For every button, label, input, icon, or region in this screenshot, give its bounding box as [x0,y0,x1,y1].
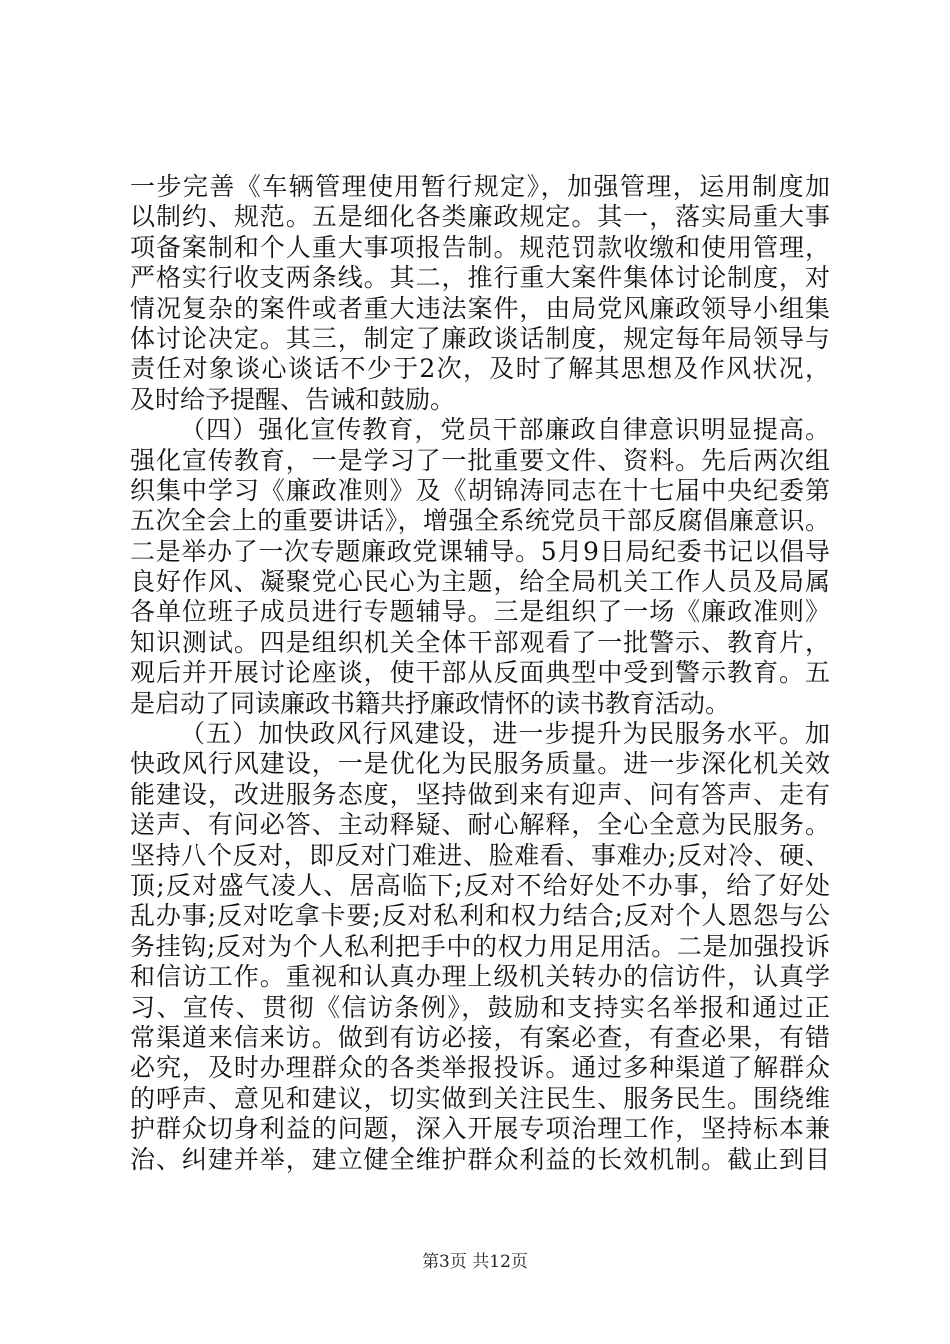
text-line: 以制约、规范。五是细化各类廉政规定。其一，落实局重大事 [130,202,830,232]
text-line: 务挂钩;反对为个人私利把手中的权力用足用活。二是加强投诉 [130,931,830,961]
text-line: 必究，及时办理群众的各类举报投诉。通过多种渠道了解群众 [130,1053,830,1083]
text-line: 的呼声、意见和建议，切实做到关注民生、服务民生。围绕维 [130,1083,830,1113]
text-line: 常渠道来信来访。做到有访必接，有案必查，有查必果，有错 [130,1022,830,1052]
page-number-footer: 第3页 共12页 [422,1252,528,1272]
section-heading-5: （五）加快政风行风建设，进一步提升为民服务水平。加 [180,719,830,749]
text-line: 良好作风、凝聚党心民心为主题，给全局机关工作人员及局属 [130,567,830,597]
text-line: 是启动了同读廉政书籍共抒廉政情怀的读书教育活动。 [130,688,731,718]
text-line: 一步完善《车辆管理使用暂行规定》，加强管理，运用制度加 [130,172,830,201]
text-line: 五次全会上的重要讲话》，增强全系统党员干部反腐倡廉意识。 [130,506,830,536]
text-line: 顶;反对盛气凌人、居高临下;反对不给好处不办事，给了好处 [130,870,830,900]
section-heading-4: （四）强化宣传教育，党员干部廉政自律意识明显提高。 [180,415,830,445]
text-line: 乱办事;反对吃拿卡要;反对私利和权力结合;反对个人恩怨与公 [130,901,830,931]
text-line: 坚持八个反对，即反对门难进、脸难看、事难办;反对冷、硬、 [130,840,830,870]
text-line: 体讨论决定。其三，制定了廉政谈话制度，规定每年局领导与 [130,323,830,353]
text-line: 情况复杂的案件或者重大违法案件，由局党风廉政领导小组集 [130,293,830,323]
text-line: 能建设，改进服务态度，坚持做到来有迎声、问有答声、走有 [130,779,830,809]
text-line: 护群众切身利益的问题，深入开展专项治理工作，坚持标本兼 [130,1114,830,1144]
text-line: 习、宣传、贯彻《信访条例》，鼓励和支持实名举报和通过正 [130,992,830,1022]
text-line: 责任对象谈心谈话不少于2次，及时了解其思想及作风状况， [130,354,830,384]
text-line: 强化宣传教育，一是学习了一批重要文件、资料。先后两次组 [130,445,830,475]
text-line: 二是举办了一次专题廉政党课辅导。5月9日局纪委书记以倡导 [130,536,830,566]
text-line: 和信访工作。重视和认真办理上级机关转办的信访件，认真学 [130,962,830,992]
text-line: 项备案制和个人重大事项报告制。规范罚款收缴和使用管理， [130,232,830,262]
text-line: 快政风行风建设，一是优化为民服务质量。进一步深化机关效 [130,749,830,779]
text-line: 治、纠建并举，建立健全维护群众利益的长效机制。截止到目 [130,1144,830,1174]
text-line: 各单位班子成员进行专题辅导。三是组织了一场《廉政准则》 [130,597,830,627]
document-body [130,172,830,1175]
text-line: 知识测试。四是组织机关全体干部观看了一批警示、教育片， [130,627,830,657]
text-line: 送声、有问必答、主动释疑、耐心解释，全心全意为民服务。 [130,810,830,840]
text-line: 观后并开展讨论座谈，使干部从反面典型中受到警示教育。五 [130,658,830,688]
text-line: 织集中学习《廉政准则》及《胡锦涛同志在十七届中央纪委第 [130,475,830,505]
text-line: 严格实行收支两条线。其二，推行重大案件集体讨论制度，对 [130,263,830,293]
text-line: 及时给予提醒、告诫和鼓励。 [130,384,456,414]
